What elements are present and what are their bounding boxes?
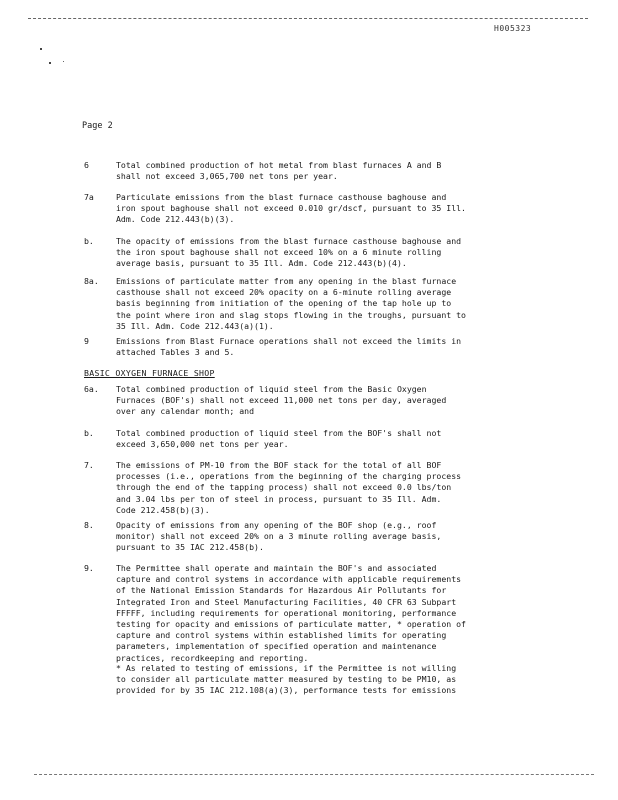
condition-number: 7.	[84, 460, 94, 470]
text-line: testing for opacity and emissions of particulate matter, * operation of	[116, 619, 466, 630]
text-line: over any calendar month; and	[116, 406, 255, 417]
text-line: Adm. Code 212.443(b)(3).	[116, 214, 235, 225]
text-line: exceed 3,650,000 net tons per year.	[116, 439, 289, 450]
text-line: attached Tables 3 and 5.	[116, 347, 235, 358]
condition-text	[116, 236, 586, 270]
scan-noise-top	[28, 18, 588, 21]
text-line: FFFFF, including requirements for operational monitoring, performance	[116, 607, 457, 618]
footnote-line: provided for by 35 IAC 212.108(a)(3), performance tests for emissions	[116, 685, 457, 696]
text-line: monitor) shall not exceed 20% on a 3 minute rolling average basis,	[116, 531, 442, 542]
text-line: Total combined production of liquid steel from the BOF's shall not	[116, 428, 442, 438]
text-line: Emissions from Blast Furnace operations shall not exceed the limits in	[116, 336, 462, 346]
text-line: Emissions of particulate matter from any opening in the blast furnace	[116, 276, 457, 286]
text-line: pursuant to 35 IAC 212.458(b).	[116, 542, 264, 553]
condition-text	[116, 276, 586, 332]
condition-text	[116, 428, 586, 450]
footnote-line: * As related to testing of emissions, if the Permittee is not willing	[116, 663, 457, 673]
footnote	[116, 663, 456, 697]
condition-number: 6a.	[84, 384, 99, 394]
text-line: average basis, pursuant to 35 Ill. Adm. Code 212.443(b)(4).	[116, 258, 407, 269]
scan-noise-bottom	[34, 774, 594, 777]
text-line: practices, recordkeeping and reporting.	[116, 652, 309, 663]
condition-text	[116, 192, 586, 226]
text-line: of the National Emission Standards for Hazardous Air Pollutants for	[116, 585, 447, 596]
condition-text	[116, 336, 586, 358]
condition-number: b.	[84, 236, 94, 246]
condition-number: 9.	[84, 563, 94, 573]
text-line: basis beginning from initiation of the opening of the tap hole up to	[116, 298, 452, 309]
page-label: Page 2	[82, 121, 113, 131]
text-line: capture and control systems in accordance with applicable requirements	[116, 574, 462, 585]
footnote-line: to consider all particulate matter measured by testing to be PM10, as	[116, 674, 457, 685]
text-line: iron spout baghouse shall not exceed 0.010 gr/dscf, pursuant to 35 Ill.	[116, 203, 466, 214]
condition-text	[116, 460, 586, 516]
text-line: Code 212.458(b)(3).	[116, 504, 210, 515]
text-line: Opacity of emissions from any opening of the BOF shop (e.g., roof	[116, 520, 437, 530]
text-line: capture and control systems within established limits for operating	[116, 630, 447, 641]
text-line: casthouse shall not exceed 20% opacity on a 6-minute rolling average	[116, 287, 452, 298]
text-line: Furnaces (BOF's) shall not exceed 11,000 net tons per day, averaged	[116, 395, 447, 406]
condition-text	[116, 384, 586, 418]
text-line: through the end of the tapping process) shall not exceed 0.0 lbs/ton	[116, 482, 452, 493]
text-line: The Permittee shall operate and maintain the BOF's and associated	[116, 563, 437, 573]
condition-number: 8a.	[84, 276, 99, 286]
condition-number: b.	[84, 428, 94, 438]
condition-text	[116, 520, 586, 554]
scan-speck	[49, 62, 51, 64]
text-line: shall not exceed 3,065,700 net tons per year.	[116, 171, 338, 182]
text-line: The opacity of emissions from the blast furnace casthouse baghouse and	[116, 236, 462, 246]
condition-number: 9	[84, 336, 89, 346]
document-id: H005323	[494, 24, 532, 33]
condition-text	[116, 563, 586, 664]
text-line: Particulate emissions from the blast furnace casthouse baghouse and	[116, 192, 447, 202]
text-line: Integrated Iron and Steel Manufacturing Facilities, 40 CFR 63 Subpart	[116, 596, 457, 607]
text-line: the point where iron and slag stops flowing in the troughs, pursuant to	[116, 309, 466, 320]
section-heading-bof: BASIC OXYGEN FURNACE SHOP	[84, 368, 215, 378]
text-line: Total combined production of hot metal from blast furnaces A and B	[116, 160, 442, 170]
condition-number: 8.	[84, 520, 94, 530]
text-line: The emissions of PM-10 from the BOF stack for the total of all BOF	[116, 460, 442, 470]
text-line: Total combined production of liquid steel from the Basic Oxygen	[116, 384, 427, 394]
text-line: processes (i.e., operations from the beginning of the charging process	[116, 471, 462, 482]
condition-number: 6	[84, 160, 89, 170]
scan-speck	[63, 61, 64, 62]
condition-number: 7a	[84, 192, 94, 202]
text-line: 35 Ill. Adm. Code 212.443(a)(1).	[116, 320, 274, 331]
scan-speck	[40, 48, 42, 50]
text-line: parameters, implementation of specified operation and maintenance	[116, 641, 437, 652]
condition-text	[116, 160, 586, 182]
text-line: and 3.04 lbs per ton of steel in process, pursuant to 35 Ill. Adm.	[116, 493, 442, 504]
text-line: the iron spout baghouse shall not exceed 10% on a 6 minute rolling	[116, 247, 442, 258]
